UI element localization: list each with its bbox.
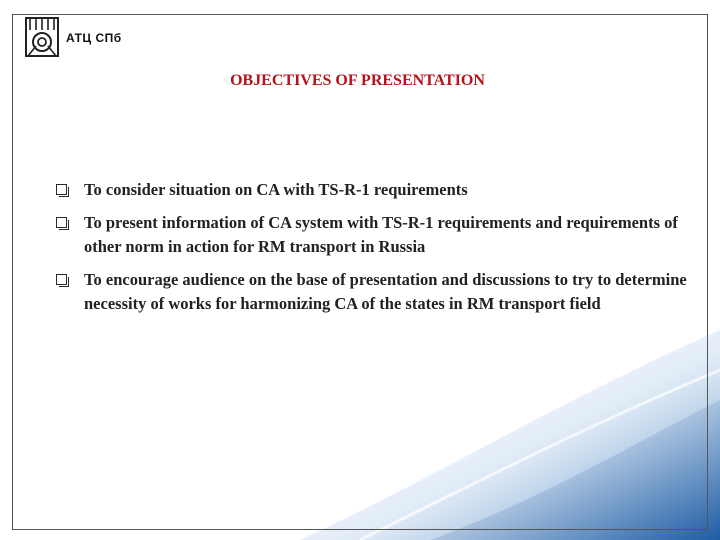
objective-text: To present information of CA system with TS-R-1 requirements and requirements of other norm in action for RM transport in Russia: [84, 213, 678, 256]
atc-spb-logo-icon: [22, 16, 62, 60]
org-name: АТЦ СПб: [66, 31, 122, 45]
checkbox-bullet-icon: [56, 217, 67, 228]
checkbox-bullet-icon: [56, 184, 67, 195]
list-item: [56, 268, 704, 316]
checkbox-bullet-icon: [56, 274, 67, 285]
list-item: [56, 211, 704, 259]
objectives-list: [56, 178, 704, 325]
objective-text: To encourage audience on the base of presentation and discussions to try to determine necessity of works for harmonizing CA of the states in RM transport field: [84, 270, 687, 313]
page-title: OBJECTIVES OF PRESENTATION: [230, 72, 485, 89]
list-item: [56, 178, 704, 202]
objective-text: To consider situation on CA with TS-R-1 requirements: [84, 180, 468, 199]
